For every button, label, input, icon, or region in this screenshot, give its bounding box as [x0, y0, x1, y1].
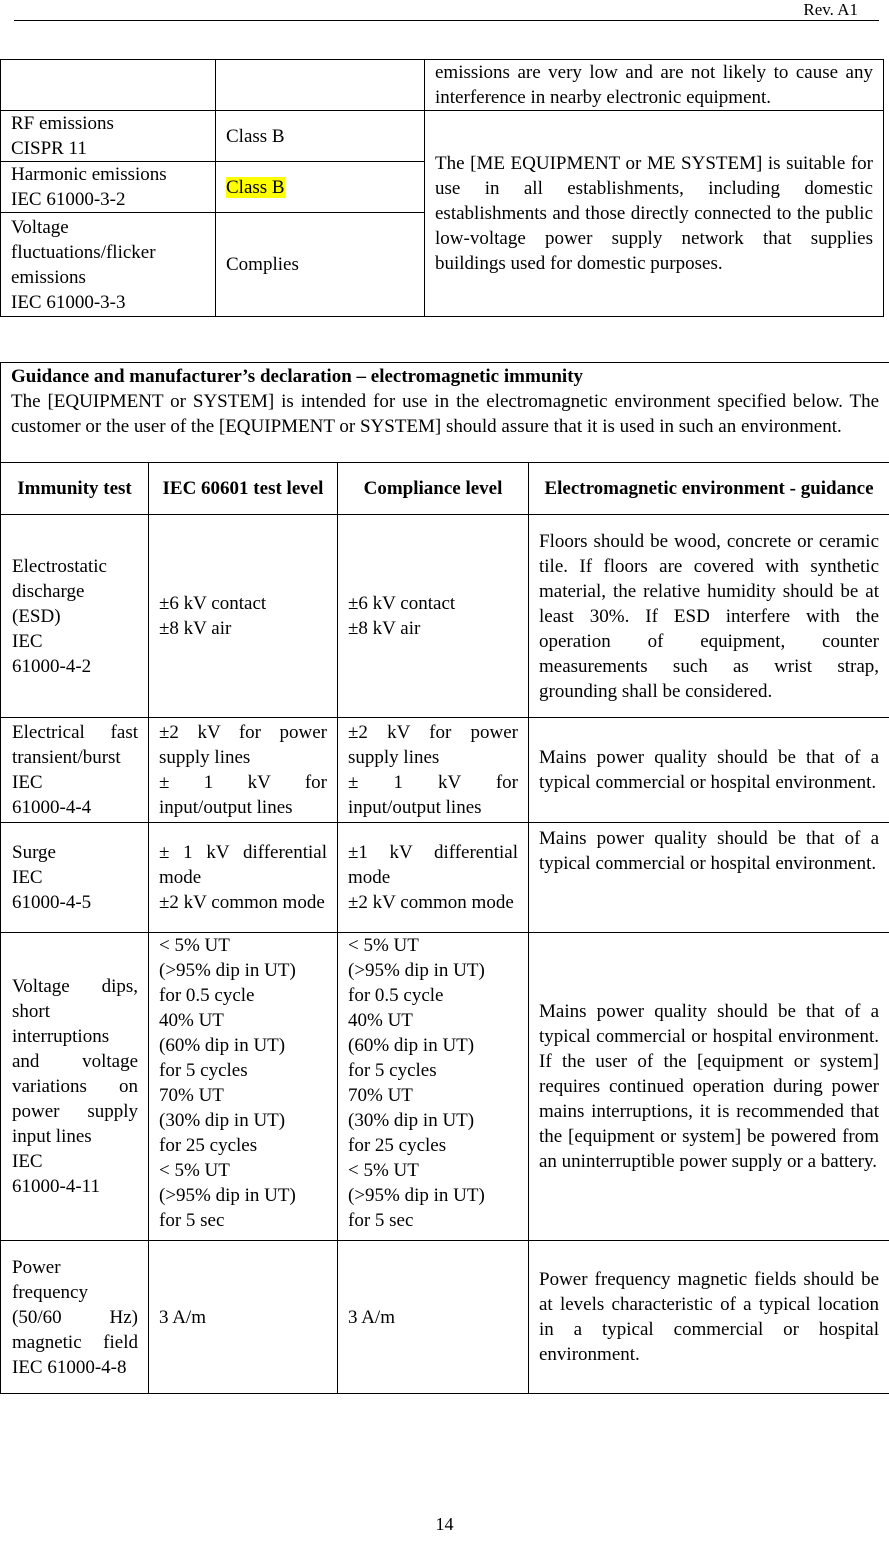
compliance-level: ±1 kV differential mode ±2 kV common mode [338, 823, 529, 933]
emissions-continuation: emissions are very low and are not likely to cause any interference in nearby electronic equipment. [425, 60, 884, 111]
revision-label: Rev. A1 [803, 0, 858, 19]
immunity-test: Voltage dips, short interruptions and voltage variations on power supply input lines IEC 61000-4-11 [1, 933, 149, 1241]
emission-test: Harmonic emissions IEC 61000-3-2 [1, 162, 216, 213]
table-header-row [1, 463, 889, 515]
emission-test: Voltage fluctuations/flicker emissions IEC 61000-3-3 [1, 213, 216, 317]
header-rule [14, 20, 879, 21]
compliance-level: < 5% UT (>95% dip in UT) for 0.5 cycle 40% UT (60% dip in UT) for 5 cycles 70% UT (30% dip in UT) for 25 cycles < 5% UT (>95% dip in UT) for 5 sec [338, 933, 529, 1241]
table-row [1, 111, 884, 162]
environment-guidance: Mains power quality should be that of a typical commercial or hospital environment. [529, 823, 889, 933]
column-header: Compliance level [338, 463, 529, 515]
immunity-intro: The [EQUIPMENT or SYSTEM] is intended for use in the electromagnetic environment specified below. The customer or the user of the [EQUIPMENT or SYSTEM] should assure that it is used in such an environment. [11, 391, 880, 437]
table-row [1, 363, 889, 463]
table-row [1, 933, 889, 1241]
emission-compliance [216, 162, 425, 213]
test-level: ± 1 kV differential mode ±2 kV common mode [149, 823, 338, 933]
test-level: ±6 kV contact ±8 kV air [149, 515, 338, 718]
compliance-level: 3 A/m [338, 1241, 529, 1394]
immunity-test: Surge IEC 61000-4-5 [1, 823, 149, 933]
immunity-table [0, 362, 889, 1394]
immunity-test: Electrostatic discharge (ESD) IEC 61000-4-2 [1, 515, 149, 718]
table-row [1, 823, 889, 933]
table-row [1, 718, 889, 823]
emission-test: RF emissions CISPR 11 [1, 111, 216, 162]
environment-guidance: Power frequency magnetic fields should be at levels characteristic of a typical location in a typical commercial or hospital environment. [529, 1241, 889, 1394]
table-row [1, 60, 884, 111]
page-number: 14 [435, 1514, 454, 1534]
test-level: < 5% UT (>95% dip in UT) for 0.5 cycle 40% UT (60% dip in UT) for 5 cycles 70% UT (30% dip in UT) for 25 cycles < 5% UT (>95% dip in UT) for 5 sec [149, 933, 338, 1241]
emissions-table [0, 59, 884, 317]
test-level: ±2 kV for power supply lines ± 1 kV for input/output lines [149, 718, 338, 823]
table-row [1, 1241, 889, 1394]
emissions-guidance: The [ME EQUIPMENT or ME SYSTEM] is suitable for use in all establishments, including domestic establishments and those directly connected to the public low-voltage power supply network that supplies buildings used for domestic purposes. [425, 111, 884, 317]
environment-guidance: Floors should be wood, concrete or ceramic tile. If floors are covered with synthetic material, the relative humidity should be at least 30%. If ESD interfere with the operation of equipment, counter measurements such as wrist strap, grounding shall be considered. [529, 515, 889, 718]
environment-guidance: Mains power quality should be that of a typical commercial or hospital environment. [529, 718, 889, 823]
column-header: Electromagnetic environment - guidance [529, 463, 889, 515]
column-header: Immunity test [1, 463, 149, 515]
environment-guidance: Mains power quality should be that of a typical commercial or hospital environment. If the user of the [equipment or system] requires continued operation during power mains interruptions, it is recommended that the [equipment or system] be powered from an uninterruptible power supply or a battery. [529, 933, 889, 1241]
test-level: 3 A/m [149, 1241, 338, 1394]
compliance-level: ±6 kV contact ±8 kV air [338, 515, 529, 718]
compliance-level: ±2 kV for power supply lines ± 1 kV for input/output lines [338, 718, 529, 823]
immunity-test: Power frequency (50/60 Hz) magnetic field IEC 61000-4-8 [1, 1241, 149, 1394]
highlighted-text: Class B [226, 176, 285, 198]
column-header: IEC 60601 test level [149, 463, 338, 515]
table-row [1, 515, 889, 718]
emission-compliance: Class B [216, 111, 425, 162]
immunity-title: Guidance and manufacturer’s declaration – electromagnetic immunity [11, 366, 584, 387]
immunity-test: Electrical fast transient/burst IEC 61000-4-4 [1, 718, 149, 823]
immunity-intro-cell [1, 363, 889, 463]
emission-compliance: Complies [216, 213, 425, 317]
